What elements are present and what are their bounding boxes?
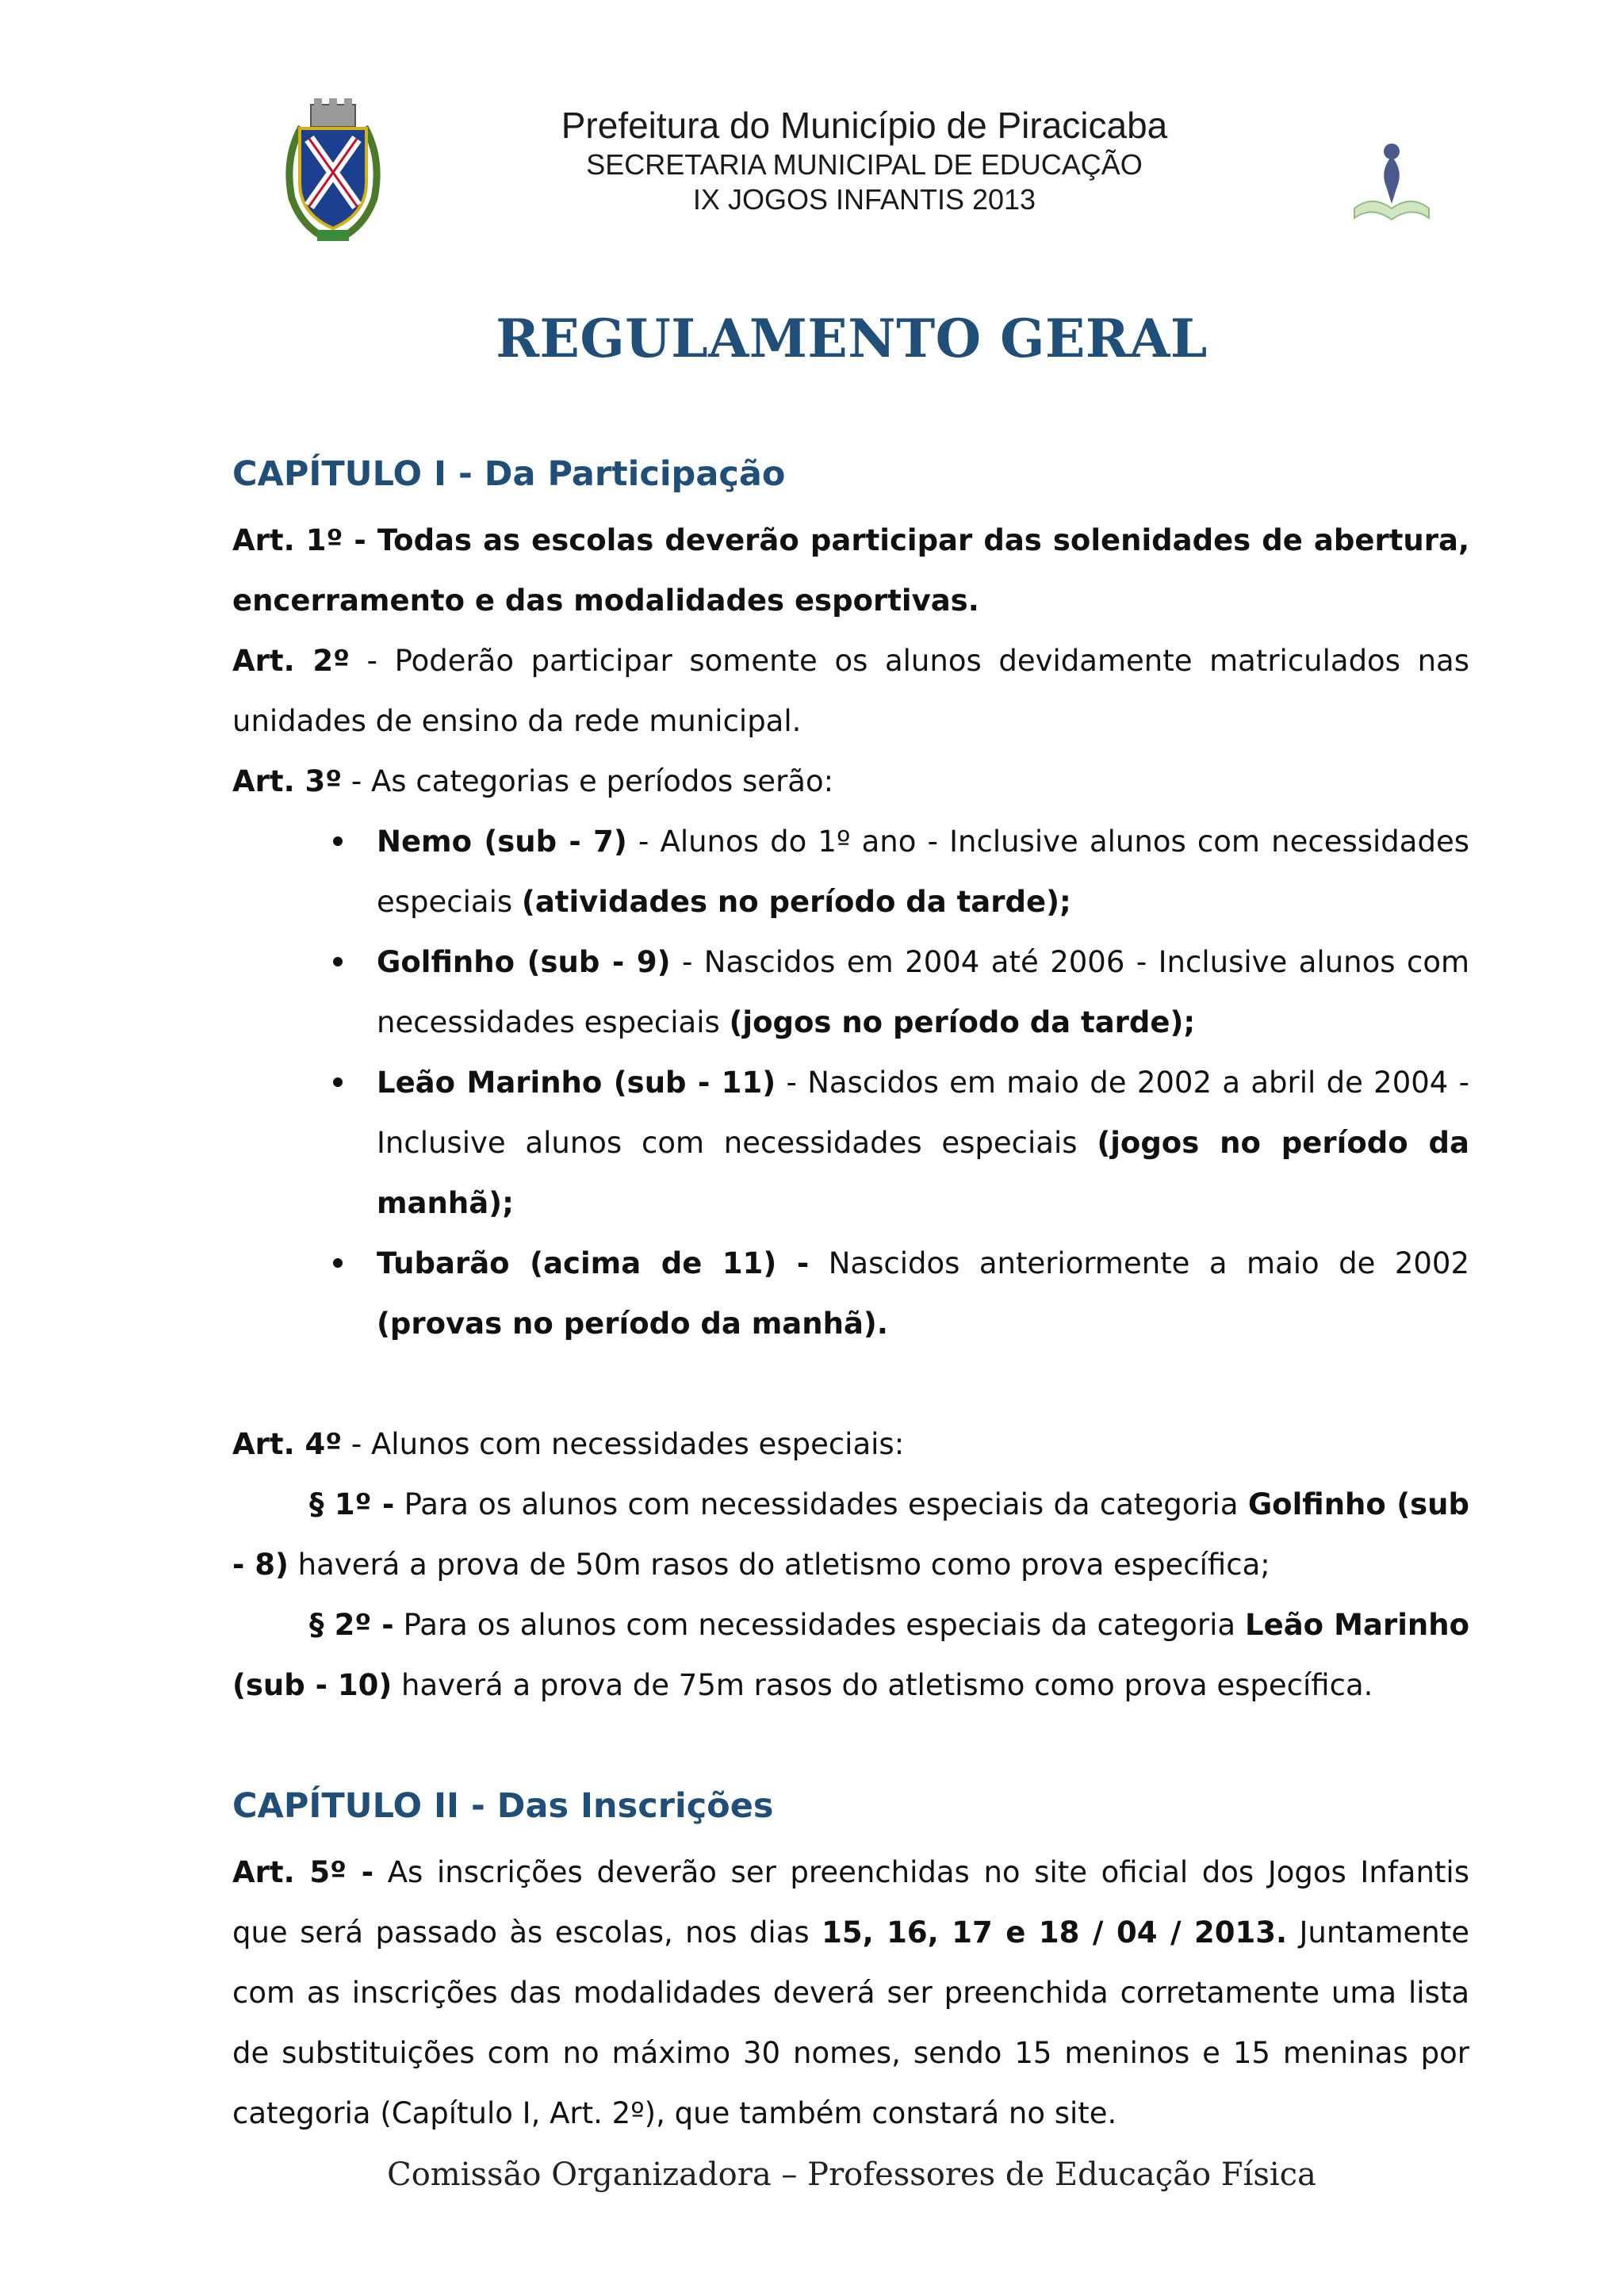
article-4	[232, 1414, 1469, 1475]
article-text: - Alunos com necessidades especiais:	[342, 1427, 905, 1461]
education-logo-icon	[1348, 139, 1435, 230]
list-item	[377, 812, 1469, 932]
paragraph-label: § 1º -	[309, 1487, 395, 1521]
article-label: Art. 3º	[232, 764, 343, 798]
paragraph-text: haverá a prova de 50m rasos do atletismo como prova específica;	[288, 1548, 1270, 1582]
paragraph-category: Leão Marinho (sub - 10)	[232, 1608, 1469, 1702]
list-item	[377, 1053, 1469, 1234]
article-text: Todas as escolas deverão participar das solenidades de abertura, encerramento e das modalidades esportivas.	[232, 523, 1470, 618]
event-name: IX JOGOS INFANTIS 2013	[692, 183, 1036, 216]
category-name: Golfinho (sub - 9)	[377, 945, 671, 979]
category-period: (jogos no período da manhã);	[377, 1126, 1469, 1220]
article-2	[232, 631, 1469, 752]
chapter-heading: CAPÍTULO II - Das Inscrições	[232, 1786, 774, 1826]
category-description: - Nascidos em maio de 2002 a abril de 2004 - Inclusive alunos com necessidades especiais	[377, 1066, 1469, 1160]
article-label: Art. 2º	[232, 644, 350, 678]
category-description: - Alunos do 1º ano - Inclusive alunos com necessidades especiais	[377, 825, 1469, 919]
spacer	[232, 1716, 1469, 1776]
category-name: Nemo (sub - 7)	[377, 825, 627, 859]
category-description: - Nascidos em 2004 até 2006 - Inclusive alunos com necessidades especiais	[377, 945, 1469, 1039]
article-text: As inscrições deverão ser preenchidas no site oficial dos Jogos Infantis que será passado às escolas, nos dias	[232, 1855, 1469, 1950]
chapter-heading: CAPÍTULO I - Da Participação	[232, 454, 786, 494]
article-text: - Poderão participar somente os alunos devidamente matriculados nas unidades de ensino da rede municipal.	[232, 644, 1469, 738]
category-period: (jogos no período da tarde);	[729, 1005, 1196, 1039]
list-item	[377, 1234, 1469, 1354]
article-5	[232, 1843, 1469, 2144]
municipality-name: Prefeitura do Município de Piracicaba	[561, 105, 1168, 146]
paragraph-category: Golfinho (sub - 8)	[232, 1487, 1470, 1582]
article-3	[232, 752, 1469, 812]
category-period: (provas no período da manhã).	[377, 1307, 888, 1341]
registration-dates: 15, 16, 17 e 18 / 04 / 2013.	[822, 1915, 1288, 1950]
list-item	[377, 932, 1469, 1053]
paragraph-label: § 2º -	[309, 1608, 394, 1642]
category-list	[232, 812, 1469, 1354]
paragraph-1	[232, 1475, 1469, 1595]
article-label: Art. 1º -	[232, 523, 366, 557]
paragraph-2	[232, 1595, 1469, 1716]
article-text: - As categorias e períodos serão:	[342, 764, 834, 798]
document-header	[0, 0, 1624, 254]
article-text: Juntamente com as inscrições das modalidades deverá ser preenchida corretamente uma lista de substituições com no máximo 30 nomes, sendo 15 meninos e 15 meninas por categoria (Capítulo I, Art. 2º), que também constará no site.	[232, 1915, 1469, 2130]
article-label: Art. 5º -	[232, 1855, 374, 1889]
municipal-crest-icon	[278, 95, 389, 246]
document-body	[232, 444, 1469, 2144]
document-footer: Comissão Organizadora – Professores de Educação Física	[387, 2156, 1316, 2193]
document-title: REGULAMENTO GERAL	[496, 308, 1208, 369]
article-1	[232, 511, 1469, 631]
spacer	[232, 1354, 1469, 1414]
paragraph-text: Para os alunos com necessidades especiais da categoria	[393, 1608, 1246, 1642]
paragraph-text: haverá a prova de 75m rasos do atletismo como prova específica.	[392, 1668, 1373, 1702]
paragraph-text: Para os alunos com necessidades especiais da categoria	[394, 1487, 1248, 1521]
secretariat-name: SECRETARIA MUNICIPAL DE EDUCAÇÃO	[586, 148, 1143, 181]
category-name: Tubarão (acima de 11) -	[377, 1246, 810, 1280]
category-name: Leão Marinho (sub - 11)	[377, 1066, 776, 1100]
article-label: Art. 4º	[232, 1427, 343, 1461]
category-description: Nascidos anteriormente a maio de 2002	[809, 1246, 1469, 1280]
category-period: (atividades no período da tarde);	[521, 885, 1071, 919]
